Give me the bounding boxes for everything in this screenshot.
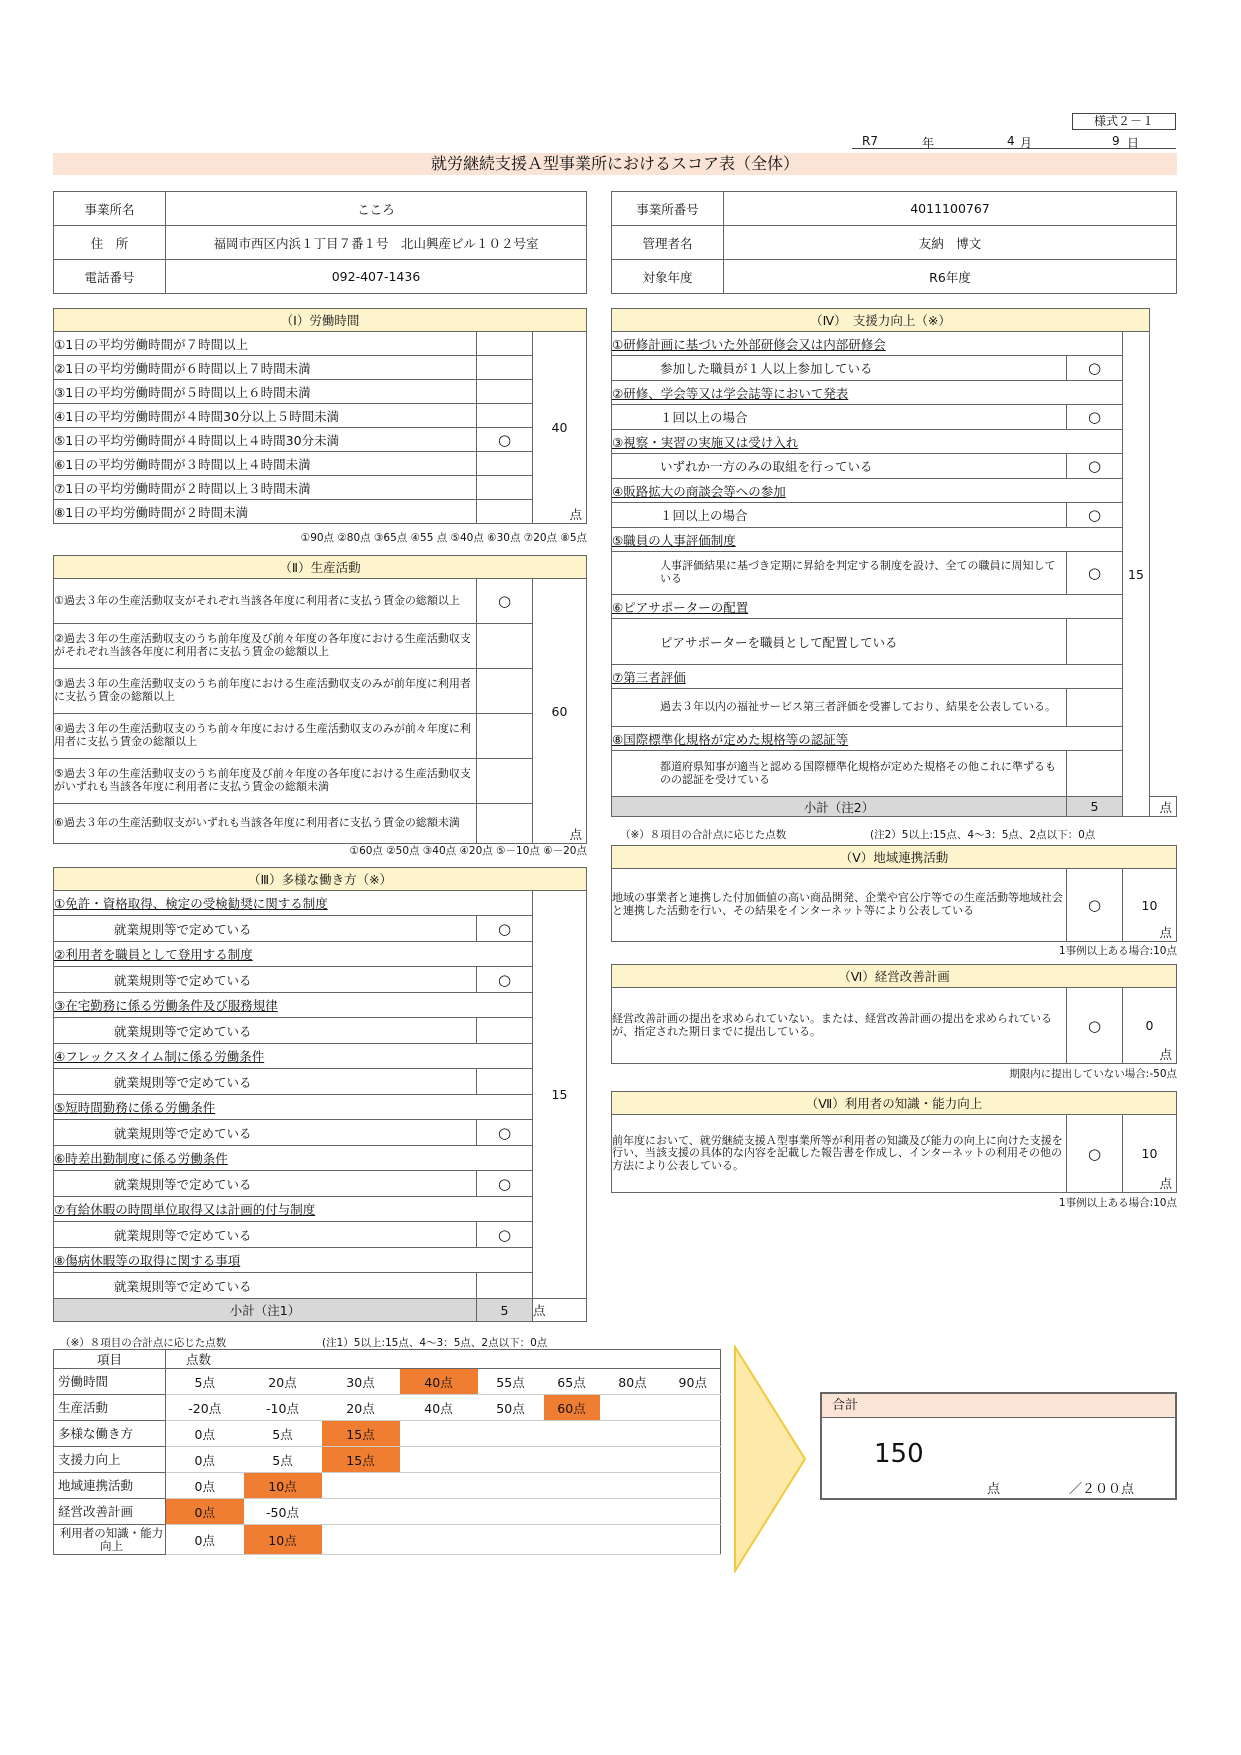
summary-cell	[666, 1421, 721, 1447]
summary-cell: 0点	[166, 1447, 244, 1473]
summary-cell	[600, 1447, 666, 1473]
summary-cell: 15点	[322, 1421, 400, 1447]
summary-cell	[544, 1447, 600, 1473]
labor-mark: ○	[477, 428, 533, 452]
support-score: 15	[1123, 332, 1150, 817]
diverse-item-text: 就業規則等で定めている	[54, 1273, 477, 1299]
summary-cell	[544, 1473, 600, 1499]
labor-item: ②1日の平均労働時間が６時間以上７時間未満	[54, 356, 477, 380]
summary-row-label: 地域連携活動	[54, 1473, 166, 1499]
labor-score: 40	[551, 420, 568, 435]
office-address: 福岡市西区内浜１丁目７番１号 北山興産ビル１０２号室	[166, 226, 587, 260]
support-mark: ○	[1067, 356, 1123, 381]
support-item-title: ③視察・実習の実施又は受け入れ	[612, 430, 1123, 454]
info-label: 事業所番号	[612, 192, 724, 226]
improve-note: 期限内に提出していない場合:-50点	[1009, 1068, 1177, 1080]
support-mark	[1067, 751, 1123, 797]
labor-item: ⑧1日の平均労働時間が２時間未満	[54, 500, 477, 524]
diverse-item-text: 就業規則等で定めている	[54, 1222, 477, 1248]
arrow-icon	[733, 1345, 808, 1573]
office-number: 4011100767	[724, 192, 1177, 226]
labor-mark	[477, 380, 533, 404]
summary-cell	[322, 1525, 400, 1555]
date-month: 4	[1007, 134, 1015, 148]
production-mark	[477, 804, 533, 844]
section-header: （Ⅲ）多様な働き方（※）	[54, 868, 587, 891]
support-subtotal: 5	[1067, 797, 1123, 817]
office-name: こころ	[166, 192, 587, 226]
support-item-text: １回以上の場合	[612, 405, 1067, 430]
support-item-text: 過去３年以内の福祉サービス第三者評価を受審しており、結果を公表している。	[612, 689, 1067, 727]
summary-cell	[666, 1447, 721, 1473]
total-value: 150	[874, 1439, 924, 1469]
total-unit: 点	[987, 1482, 1001, 1497]
diverse-mark: ○	[477, 1120, 533, 1146]
diverse-mark: ○	[477, 916, 533, 942]
summary-row-label: 労働時間	[54, 1369, 166, 1395]
diverse-item-title: ⑥時差出勤制度に係る労働条件	[54, 1146, 533, 1171]
support-unit: 点	[1150, 797, 1177, 817]
production-mark: ○	[477, 579, 533, 624]
summary-col-item: 項目	[54, 1350, 166, 1369]
summary-row-label: 経営改善計画	[54, 1499, 166, 1525]
labor-mark	[477, 332, 533, 356]
diverse-item-title: ⑧傷病休暇等の取得に関する事項	[54, 1248, 533, 1273]
summary-cell	[544, 1525, 600, 1555]
summary-cell	[322, 1499, 400, 1525]
summary-cell: 0点	[166, 1473, 244, 1499]
target-year: R6年度	[724, 260, 1177, 294]
support-item-title: ①研修計画に基づいた外部研修会又は内部研修会	[612, 332, 1123, 356]
summary-cell	[666, 1499, 721, 1525]
support-item-title: ⑤職員の人事評価制度	[612, 528, 1123, 552]
production-unit: 点	[569, 827, 582, 842]
summary-cell: 10点	[244, 1473, 322, 1499]
summary-cell: 5点	[166, 1369, 244, 1395]
production-item: ⑥過去３年の生産活動収支がいずれも当該各年度に利用者に支払う賃金の総額未満	[54, 804, 477, 844]
labor-item: ⑦1日の平均労働時間が２時間以上３時間未満	[54, 476, 477, 500]
diverse-item-text: 就業規則等で定めている	[54, 1069, 477, 1095]
diverse-item-title: ④フレックスタイム制に係る労働条件	[54, 1044, 533, 1069]
summary-cell: 5点	[244, 1447, 322, 1473]
production-mark	[477, 714, 533, 759]
summary-cell: 0点	[166, 1421, 244, 1447]
summary-cell	[544, 1499, 600, 1525]
total-max: ／２００点	[1069, 1482, 1135, 1497]
labor-item: ⑥1日の平均労働時間が３時間以上４時間未満	[54, 452, 477, 476]
office-phone: 092-407-1436	[166, 260, 587, 294]
diverse-mark: ○	[477, 1171, 533, 1197]
section-header: （Ⅳ） 支援力向上（※）	[612, 309, 1150, 332]
section-header: （Ⅶ）利用者の知識・能力向上	[612, 1092, 1177, 1115]
summary-cell: 10点	[244, 1525, 322, 1555]
labor-mark	[477, 476, 533, 500]
office-info-right	[611, 191, 1177, 294]
summary-row-label: 生産活動	[54, 1395, 166, 1421]
diverse-work-table	[53, 867, 587, 1322]
diverse-unit: 点	[533, 1299, 587, 1322]
info-label: 事業所名	[54, 192, 166, 226]
knowledge-unit: 点	[1159, 1176, 1172, 1191]
info-label: 対象年度	[612, 260, 724, 294]
summary-cell: 0点	[166, 1499, 244, 1525]
summary-cell	[600, 1499, 666, 1525]
date-year-label: 年	[922, 136, 935, 150]
diverse-item-title: ⑤短時間勤務に係る労働条件	[54, 1095, 533, 1120]
summary-cell: 55点	[478, 1369, 544, 1395]
diverse-item-title: ③在宅勤務に係る労働条件及び服務規律	[54, 993, 533, 1018]
support-item-title: ⑥ピアサポーターの配置	[612, 595, 1123, 619]
info-label: 住 所	[54, 226, 166, 260]
section-header: （Ⅰ）労働時間	[54, 309, 587, 332]
total-header: 合計	[822, 1394, 1175, 1418]
summary-cell: -50点	[244, 1499, 322, 1525]
production-score: 60	[551, 703, 568, 719]
summary-row-label: 支援力向上	[54, 1447, 166, 1473]
labor-unit: 点	[569, 507, 582, 522]
improvement-plan-table	[611, 964, 1177, 1064]
diverse-item-title: ①免許・資格取得、検定の受検勧奨に関する制度	[54, 891, 533, 916]
improve-text: 経営改善計画の提出を求められていない。または、経営改善計画の提出を求められているが、指定された期日までに提出している。	[612, 988, 1067, 1064]
date-day: 9	[1112, 134, 1120, 148]
support-mark: ○	[1067, 454, 1123, 479]
summary-cell: 5点	[244, 1421, 322, 1447]
support-item-title: ②研修、学会等又は学会誌等において発表	[612, 381, 1123, 405]
summary-cell	[478, 1473, 544, 1499]
summary-cell: 40点	[400, 1395, 478, 1421]
production-item: ⑤過去３年の生産活動収支のうち前年度及び前々年度の各年度における生産活動収支がいずれも当該各年度に利用者に支払う賃金の総額未満	[54, 759, 477, 804]
labor-mark	[477, 356, 533, 380]
summary-cell: 65点	[544, 1369, 600, 1395]
section-header: （Ⅴ）地域連携活動	[612, 846, 1177, 869]
labor-mark	[477, 500, 533, 524]
regional-text: 地域の事業者と連携した付加価値の高い商品開発、企業や官公庁等での生産活動等地域社会と連携した活動を行い、その結果をインターネット等により公表している	[612, 869, 1067, 942]
support-item-text: 都道府県知事が適当と認める国際標準化規格が定めた規格その他これに準ずるものの認証を受けている	[612, 751, 1067, 797]
labor-mark	[477, 452, 533, 476]
support-item-text: 人事評価結果に基づき定期に昇給を判定する制度を設け、全ての職員に周知している	[612, 552, 1067, 595]
regional-table	[611, 845, 1177, 942]
support-mark: ○	[1067, 405, 1123, 430]
support-note-right: (注2）5以上:15点、4～3：5点、2点以下：0点	[870, 829, 1096, 841]
production-mark	[477, 759, 533, 804]
summary-cell: 60点	[544, 1395, 600, 1421]
labor-hours-table	[53, 308, 587, 524]
diverse-mark	[477, 1273, 533, 1299]
diverse-mark: ○	[477, 1222, 533, 1248]
section-header: （Ⅵ）経営改善計画	[612, 965, 1177, 988]
summary-cell	[478, 1525, 544, 1555]
production-mark	[477, 624, 533, 669]
production-note: ①60点 ②50点 ③40点 ④20点 ⑤－10点 ⑥－20点	[349, 845, 587, 857]
summary-cell: 0点	[166, 1525, 244, 1555]
production-item: ④過去３年の生産活動収支のうち前々年度における生産活動収支のみが前々年度に利用者に支払う賃金の総額以上	[54, 714, 477, 759]
support-item-title: ④販路拡大の商談会等への参加	[612, 479, 1123, 503]
diverse-item-text: 就業規則等で定めている	[54, 1171, 477, 1197]
score-summary-table	[53, 1349, 721, 1555]
summary-cell: 20点	[244, 1369, 322, 1395]
production-item: ③過去３年の生産活動収支のうち前年度における生産活動収支のみが前年度に利用者に支払う賃金の総額以上	[54, 669, 477, 714]
date-day-label: 日	[1127, 136, 1140, 150]
support-item-title: ⑦第三者評価	[612, 665, 1123, 689]
summary-cell	[400, 1499, 478, 1525]
labor-item: ④1日の平均労働時間が４時間30分以上５時間未満	[54, 404, 477, 428]
summary-col-points: 点数	[166, 1350, 721, 1369]
summary-cell	[400, 1421, 478, 1447]
knowledge-table	[611, 1091, 1177, 1193]
diverse-mark: ○	[477, 967, 533, 993]
regional-unit: 点	[1159, 925, 1172, 940]
summary-cell	[478, 1499, 544, 1525]
regional-note: 1事例以上ある場合:10点	[1058, 945, 1177, 957]
production-table	[53, 555, 587, 844]
summary-cell: -10点	[244, 1395, 322, 1421]
date-line	[852, 134, 1176, 149]
diverse-subtotal: 5	[477, 1299, 533, 1322]
section-header: （Ⅱ）生産活動	[54, 556, 587, 579]
diverse-note-left: （※）８項目の合計点に応じた点数	[60, 1337, 227, 1349]
support-item-text: ピアサポーターを職員として配置している	[612, 619, 1067, 665]
production-mark	[477, 669, 533, 714]
diverse-score: 15	[533, 891, 587, 1299]
improve-mark: ○	[1067, 988, 1123, 1064]
labor-note: ①90点 ②80点 ③65点 ④55 点 ⑤40点 ⑥30点 ⑦20点 ⑧5点	[300, 532, 587, 544]
knowledge-mark: ○	[1067, 1115, 1123, 1193]
summary-cell	[600, 1421, 666, 1447]
info-label: 電話番号	[54, 260, 166, 294]
support-item-text: 参加した職員が１人以上参加している	[612, 356, 1067, 381]
summary-cell: 20点	[322, 1395, 400, 1421]
summary-cell	[666, 1473, 721, 1499]
summary-cell: 80点	[600, 1369, 666, 1395]
total-box	[820, 1392, 1177, 1500]
summary-cell: 15点	[322, 1447, 400, 1473]
summary-cell: 30点	[322, 1369, 400, 1395]
support-mark	[1067, 619, 1123, 665]
diverse-item-title: ②利用者を職員として登用する制度	[54, 942, 533, 967]
summary-cell: 90点	[666, 1369, 721, 1395]
diverse-item-text: 就業規則等で定めている	[54, 1120, 477, 1146]
labor-item: ①1日の平均労働時間が７時間以上	[54, 332, 477, 356]
summary-cell	[544, 1421, 600, 1447]
summary-cell	[600, 1395, 666, 1421]
summary-cell	[478, 1421, 544, 1447]
subtotal-label: 小計（注1）	[54, 1299, 477, 1322]
support-ability-table	[611, 308, 1177, 817]
summary-cell	[478, 1447, 544, 1473]
production-item: ②過去３年の生産活動収支のうち前年度及び前々年度の各年度における生産活動収支がそれぞれ当該各年度に利用者に支払う賃金の総額以上	[54, 624, 477, 669]
info-label: 管理者名	[612, 226, 724, 260]
manager-name: 友納 博文	[724, 226, 1177, 260]
page-title: 就労継続支援Ａ型事業所におけるスコア表（全体）	[53, 153, 1177, 175]
diverse-mark	[477, 1018, 533, 1044]
summary-row-label: 利用者の知識・能力向上	[54, 1525, 166, 1555]
support-mark: ○	[1067, 552, 1123, 595]
diverse-mark	[477, 1069, 533, 1095]
summary-cell	[322, 1473, 400, 1499]
support-item-text: １回以上の場合	[612, 503, 1067, 528]
form-number: 様式２－１	[1072, 113, 1176, 130]
diverse-item-title: ⑦有給休暇の時間単位取得又は計画的付与制度	[54, 1197, 533, 1222]
support-note-left: （※）８項目の合計点に応じた点数	[620, 829, 787, 841]
summary-cell	[600, 1473, 666, 1499]
support-mark: ○	[1067, 503, 1123, 528]
labor-mark	[477, 404, 533, 428]
diverse-item-text: 就業規則等で定めている	[54, 967, 477, 993]
summary-cell: -20点	[166, 1395, 244, 1421]
improve-score: 0	[1145, 1018, 1154, 1033]
regional-score: 10	[1141, 897, 1158, 913]
support-item-text: いずれか一方のみの取組を行っている	[612, 454, 1067, 479]
summary-row-label: 多様な働き方	[54, 1421, 166, 1447]
labor-item: ③1日の平均労働時間が５時間以上６時間未満	[54, 380, 477, 404]
summary-cell	[666, 1395, 721, 1421]
date-era: R7	[862, 134, 878, 148]
regional-mark: ○	[1067, 869, 1123, 942]
knowledge-note: 1事例以上ある場合:10点	[1058, 1197, 1177, 1209]
summary-cell	[400, 1473, 478, 1499]
improve-unit: 点	[1159, 1047, 1172, 1062]
office-info-left	[53, 191, 587, 294]
labor-item: ⑤1日の平均労働時間が４時間以上４時間30分未満	[54, 428, 477, 452]
diverse-item-text: 就業規則等で定めている	[54, 916, 477, 942]
date-month-label: 月	[1020, 136, 1033, 150]
diverse-note-right: (注1）5以上:15点、4～3：5点、2点以下：0点	[322, 1337, 548, 1349]
summary-cell: 40点	[400, 1369, 478, 1395]
summary-cell: 50点	[478, 1395, 544, 1421]
production-item: ①過去３年の生産活動収支がそれぞれ当該各年度に利用者に支払う賃金の総額以上	[54, 579, 477, 624]
support-item-title: ⑧国際標準化規格が定めた規格等の認証等	[612, 727, 1123, 751]
summary-cell	[600, 1525, 666, 1555]
diverse-item-text: 就業規則等で定めている	[54, 1018, 477, 1044]
summary-cell	[666, 1525, 721, 1555]
knowledge-score: 10	[1141, 1146, 1158, 1161]
subtotal-label: 小計（注2）	[612, 797, 1067, 817]
summary-cell	[400, 1525, 478, 1555]
summary-cell	[400, 1447, 478, 1473]
support-mark	[1067, 689, 1123, 727]
knowledge-text: 前年度において、就労継続支援Ａ型事業所等が利用者の知識及び能力の向上に向けた支援を行い、当該支援の具体的な内容を記載した報告書を作成し、インターネットの利用その他の方法により公表している。	[612, 1115, 1067, 1193]
